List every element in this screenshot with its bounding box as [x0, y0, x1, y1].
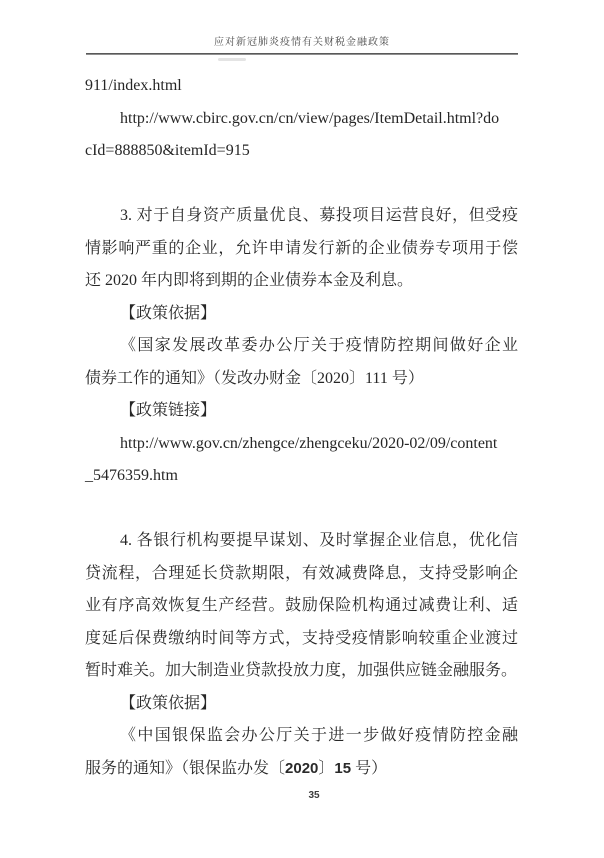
url-cbirc: http://www.cbirc.gov.cn/cn/view/pages/ItemDetail.html?do	[120, 109, 500, 127]
policy-basis-label-1: 【政策依据】	[120, 304, 217, 322]
para3-line2: 情影响严重的企业，允许申请发行新的企业债券专项用于偿	[85, 239, 518, 257]
para4-line1: 4. 各银行机构要提早谋划、及时掌握企业信息，优化信	[120, 532, 518, 549]
text-segment: 服务的通知》（银保监办发〔	[85, 759, 286, 777]
scan-smudge-artifact	[218, 58, 246, 61]
policy-basis-2-line2	[85, 753, 518, 786]
header-title: 应对新冠肺炎疫情有关财税金融政策	[214, 37, 390, 48]
policy-basis-1-line1: 《国家发展改革委办公厅关于疫情防控期间做好企业	[120, 337, 518, 354]
para4-line5: 暂时难关。加大制造业贷款投放力度，加强供应链金融服务。	[85, 662, 518, 679]
para4-line4: 度延后保费缴纳时间等方式，支持受疫情影响较重企业渡过	[85, 629, 518, 647]
para4-line3: 业有序高效恢复生产经营。鼓励保险机构通过减费让利、适	[85, 597, 518, 614]
url-gov-cn-tail: _5476359.htm	[85, 467, 178, 484]
policy-link-label: 【政策链接】	[120, 402, 217, 419]
para4-line2: 贷流程，合理延长贷款期限，有效减费降息，支持受影响企	[85, 564, 518, 582]
document-number: 15	[334, 759, 352, 777]
para3-line1: 3. 对于自身资产质量优良、募投项目运营良好，但受疫	[120, 207, 518, 224]
policy-basis-2-line1: 《中国银保监会办公厅关于进一步做好疫情防控金融	[120, 727, 518, 744]
para3-line3: 还 2020 年内即将到期的企业债券本金及利息。	[85, 272, 414, 289]
text-segment: 〕	[318, 759, 335, 777]
document-number: 2020	[285, 759, 319, 777]
spacer	[85, 168, 518, 201]
header-rule	[86, 53, 518, 55]
document-body	[85, 70, 518, 785]
url-gov-cn: http://www.gov.cn/zhengce/zhengceku/2020-02/09/content	[120, 434, 498, 452]
url-cbirc-tail: cId=888850&itemId=915	[85, 142, 250, 159]
url-index-html: 911/index.html	[85, 77, 182, 94]
text-segment: 号）	[351, 759, 388, 777]
policy-basis-1-line2: 债券工作的通知》（发改办财金〔2020〕111 号）	[85, 369, 424, 387]
page-number: 35	[308, 790, 320, 801]
policy-basis-label-2: 【政策依据】	[120, 694, 217, 712]
spacer	[85, 493, 518, 526]
